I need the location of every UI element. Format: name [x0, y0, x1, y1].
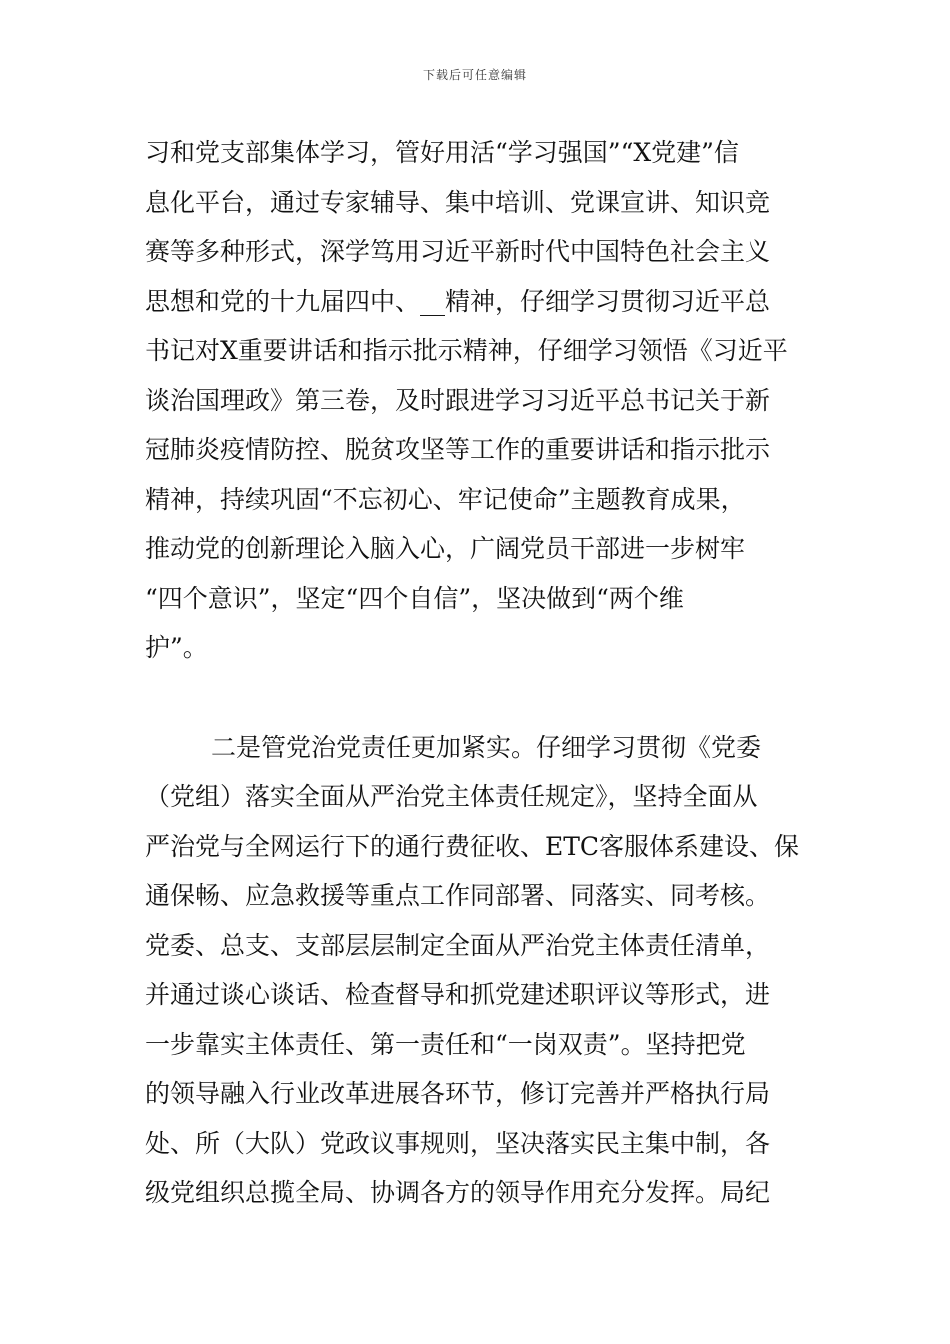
paragraph-1 — [145, 128, 807, 673]
text-line: 处、所（大队）党政议事规则，坚决落实民主集中制，各 — [145, 1128, 771, 1158]
text-line: 一步靠实主体责任、第一责任和“一岗双责”。坚持把党 — [145, 1029, 746, 1059]
text-line: “四个意识”，坚定“四个自信”，坚决做到“两个维 — [145, 583, 684, 613]
paragraph-spacer — [145, 673, 807, 723]
text-line: 赛等多种形式，深学笃用习近平新时代中国特色社会主义 — [145, 237, 771, 266]
text-line: 冠肺炎疫情防控、脱贫攻坚等工作的重要讲话和指示批示 — [145, 435, 771, 464]
text-line: 二是管党治党责任更加紧实。仔细学习贯彻《党委 — [211, 732, 762, 762]
page-header: 下载后可任意编辑 — [422, 68, 527, 82]
paragraph-2 — [145, 723, 807, 1218]
text-line: 并通过谈心谈话、检查督导和抓党建述职评议等形式，进 — [145, 980, 771, 1009]
text-line: 党委、总支、支部层层制定全面从严治党主体责任清单， — [145, 930, 771, 960]
text-line: 护”。 — [145, 633, 208, 662]
text-line: 习和党支部集体学习，管好用活“学习强国”“X党建”信 — [145, 138, 739, 167]
text-line: 精神，持续巩固“不忘初心、牢记使命”主题教育成果， — [145, 484, 746, 514]
text-line: 级党组织总揽全局、协调各方的领导作用充分发挥。局纪 — [145, 1178, 771, 1207]
text-line: 思想和党的十九届四中、__精神，仔细学习贯彻习近平总 — [145, 286, 771, 316]
text-line: 的领导融入行业改革进展各环节，修订完善并严格执行局 — [145, 1079, 771, 1108]
text-line: （党组）落实全面从严治党主体责任规定》，坚持全面从 — [145, 782, 758, 811]
text-line: 通保畅、应急救援等重点工作同部署、同落实、同考核。 — [145, 881, 771, 910]
text-line: 严治党与全网运行下的通行费征收、ETC客服体系建设、保 — [145, 831, 800, 861]
text-line: 息化平台，通过专家辅导、集中培训、党课宣讲、知识竞 — [145, 187, 771, 217]
text-line: 推动党的创新理论入脑入心，广阔党员干部进一步树牢 — [145, 534, 746, 563]
text-line: 谈治国理政》第三卷，及时跟进学习习近平总书记关于新 — [145, 385, 771, 415]
document-body — [145, 128, 807, 1218]
text-line: 书记对X重要讲话和指示批示精神，仔细学习领悟《习近平 — [145, 336, 788, 365]
